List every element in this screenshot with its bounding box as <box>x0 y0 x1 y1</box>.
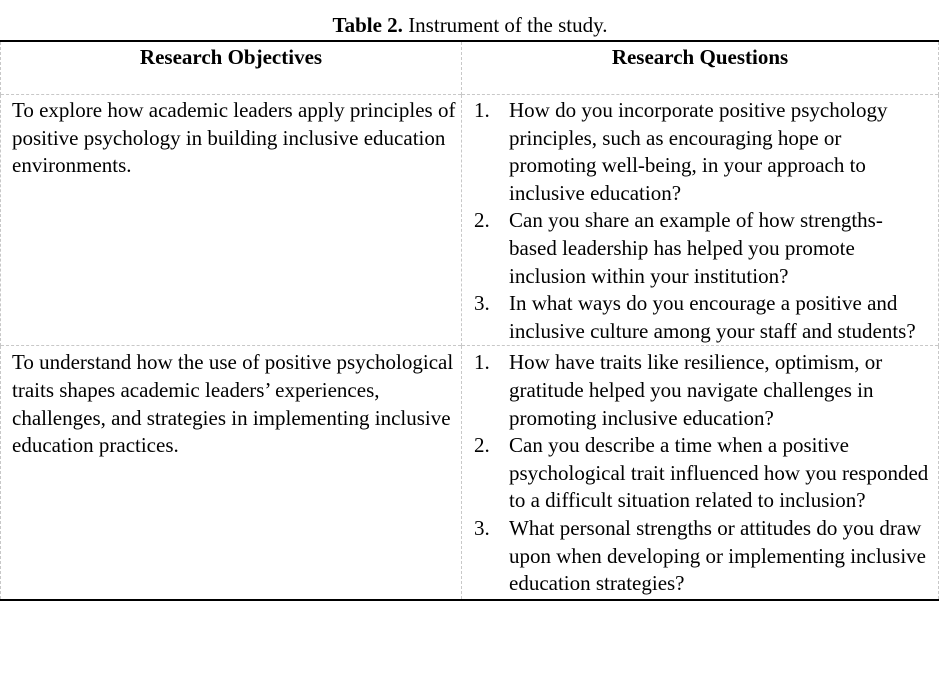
question-text: How do you incorporate positive psychology principles, such as encouraging hope or promoting well-being, in your approach to inclusive education? <box>509 98 888 205</box>
questions-cell <box>462 95 939 346</box>
question-item <box>462 432 938 515</box>
question-item <box>462 97 938 207</box>
question-text: What personal strengths or attitudes do you draw upon when developing or implementing inclusive education strategies? <box>509 515 927 596</box>
question-text: Can you describe a time when a positive psychological trait influenced how you responded to a difficult situation related to inclusion? <box>509 433 929 513</box>
instrument-table <box>0 40 939 601</box>
question-text: In what ways do you encourage a positive and inclusive culture among your staff and students? <box>509 291 916 343</box>
objective-cell: To explore how academic leaders apply principles of positive psychology in building inclusive education environments. <box>1 95 462 346</box>
question-number: 3. <box>474 515 490 540</box>
table-caption-label: Table 2. <box>332 13 403 37</box>
questions-cell <box>462 346 939 600</box>
question-number: 3. <box>474 291 490 316</box>
table-row <box>1 346 939 600</box>
question-number: 2. <box>474 208 490 233</box>
question-number: 1. <box>474 98 490 122</box>
question-list <box>462 349 938 597</box>
column-header-objectives: Research Objectives <box>1 41 462 95</box>
question-item <box>462 349 938 432</box>
table-header-row <box>1 41 939 95</box>
question-text: Can you share an example of how strengths-based leadership has helped you promote inclusion within your institution? <box>509 208 883 288</box>
question-item <box>462 290 938 345</box>
table-caption-text: Instrument of the study. <box>402 13 608 37</box>
question-number: 1. <box>474 350 490 375</box>
question-item <box>462 207 938 290</box>
question-list <box>462 97 938 345</box>
question-text: How have traits like resilience, optimism, or gratitude helped you navigate challenges in promoting inclusive education? <box>509 350 883 430</box>
question-number: 2. <box>474 433 490 458</box>
table-row <box>1 95 939 346</box>
objective-cell: To understand how the use of positive psychological traits shapes academic leaders’ experiences, challenges, and strategies in implementing inclusive education practices. <box>1 346 462 600</box>
column-header-questions: Research Questions <box>462 41 939 95</box>
table-caption <box>0 12 940 38</box>
question-item <box>462 515 938 598</box>
